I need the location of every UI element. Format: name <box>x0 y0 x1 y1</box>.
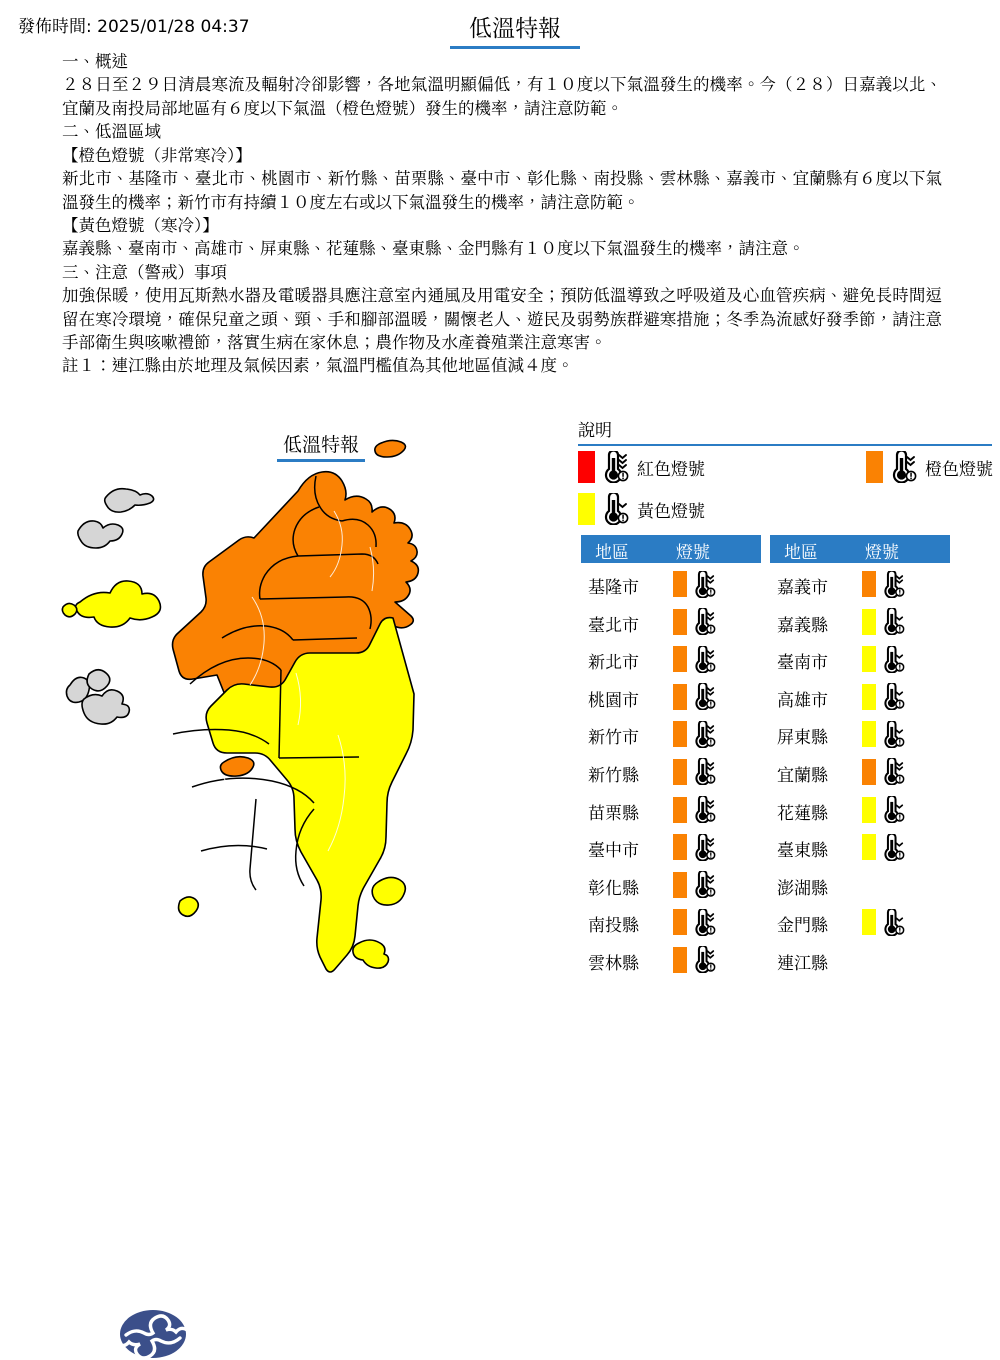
area-name: 高雄市 <box>777 690 828 711</box>
orange-signal-heading: 【橙色燈號（非常寒冷）】 <box>62 145 252 165</box>
signal-cell <box>862 571 906 597</box>
yellow-signal-text: 嘉義縣、臺南市、高雄市、屏東縣、花蓮縣、臺東縣、金門縣有１０度以下氣溫發生的機率，請注意。 <box>62 239 805 259</box>
red-signal-swatch <box>578 451 595 483</box>
table-row[interactable] <box>770 601 950 639</box>
map-island-matsu-b <box>78 521 123 548</box>
thermometer-yellow-icon <box>880 909 906 936</box>
column-header-area: 地區 <box>595 543 629 563</box>
thermometer-yellow-icon <box>880 646 906 673</box>
signal-cell <box>673 684 717 710</box>
table-row[interactable] <box>581 864 761 902</box>
signal-cell <box>673 571 717 597</box>
section-1-text: ２８日至２９日清晨寒流及輻射冷卻影響，各地氣溫明顯偏低，有１０度以下氣溫發生的機率。今（２８）日嘉義以北、宜蘭及南投局部地區有６度以下氣溫（橙色燈號）發生的機率，請注意防範。 <box>62 75 942 118</box>
thermometer-orange-icon <box>691 571 717 598</box>
legend-item-yellow <box>578 488 705 530</box>
thermometer-yellow-icon <box>880 608 906 635</box>
yellow-signal-swatch <box>862 646 876 672</box>
signal-cell <box>673 721 717 747</box>
map-border-13 <box>279 757 359 758</box>
signal-cell <box>673 609 717 635</box>
map-river-6 <box>222 775 236 829</box>
column-header-light: 燈號 <box>676 543 710 563</box>
signal-cell <box>673 834 717 860</box>
table-row[interactable] <box>770 563 950 601</box>
orange-signal-swatch <box>673 759 687 785</box>
map-panel <box>0 415 570 1000</box>
table-row[interactable] <box>770 901 950 939</box>
map-island-matsu-a <box>105 489 154 512</box>
table-row[interactable] <box>581 789 761 827</box>
map-island-penghu-b <box>87 670 110 691</box>
legend-item-orange <box>866 446 993 488</box>
thermometer-orange-icon <box>691 946 717 973</box>
table-row[interactable] <box>581 901 761 939</box>
map-island-lieyu <box>62 603 76 616</box>
map-border-17 <box>201 845 267 851</box>
page-title: 低溫特報 <box>450 10 580 49</box>
map-island-penghu-c <box>82 690 129 724</box>
yellow-signal-swatch <box>862 684 876 710</box>
table-header-right <box>770 535 950 563</box>
table-row[interactable] <box>770 638 950 676</box>
area-name: 臺南市 <box>777 653 828 674</box>
thermometer-orange-icon <box>880 758 906 785</box>
orange-signal-swatch <box>673 571 687 597</box>
yellow-signal-swatch <box>862 909 876 935</box>
area-name: 桃園市 <box>588 690 639 711</box>
area-name: 彰化縣 <box>588 878 639 899</box>
column-header-area: 地區 <box>784 543 818 563</box>
table-row[interactable] <box>581 563 761 601</box>
area-name: 雲林縣 <box>588 953 639 974</box>
orange-signal-swatch <box>673 646 687 672</box>
table-row[interactable] <box>581 751 761 789</box>
yellow-signal-swatch <box>862 797 876 823</box>
thermometer-orange-icon <box>691 646 717 673</box>
signal-cell <box>673 872 717 898</box>
signal-cell <box>862 609 906 635</box>
legend-label-yellow: 黃色燈號 <box>637 501 705 522</box>
orange-signal-swatch <box>673 872 687 898</box>
thermometer-orange-icon <box>691 796 717 823</box>
orange-signal-swatch <box>673 834 687 860</box>
signal-cell <box>673 759 717 785</box>
legend-title: 說明 <box>578 416 992 446</box>
table-body-right <box>770 563 950 977</box>
yellow-signal-swatch <box>862 834 876 860</box>
orange-signal-swatch <box>673 909 687 935</box>
area-name: 澎湖縣 <box>777 878 828 899</box>
legend-item-red <box>578 446 705 488</box>
issue-time-label: 發佈時間: 2025/01/28 04:37 <box>18 17 250 37</box>
area-name: 花蓮縣 <box>777 803 828 824</box>
thermometer-yellow-icon <box>880 721 906 748</box>
area-name: 新竹市 <box>588 728 639 749</box>
orange-signal-swatch <box>673 797 687 823</box>
area-name: 臺東縣 <box>777 841 828 862</box>
area-name: 嘉義縣 <box>777 615 828 636</box>
table-row[interactable] <box>770 676 950 714</box>
thermometer-yellow-icon <box>880 834 906 861</box>
map-island-lanyu <box>353 940 389 968</box>
signal-cell <box>862 646 906 672</box>
orange-signal-swatch <box>862 759 876 785</box>
area-name: 嘉義市 <box>777 578 828 598</box>
signal-table-right <box>770 535 950 977</box>
orange-signal-swatch <box>673 684 687 710</box>
map-region-orange-patch <box>220 757 253 776</box>
area-name: 連江縣 <box>777 953 828 974</box>
signal-cell <box>862 721 906 747</box>
table-row[interactable] <box>581 638 761 676</box>
thermometer-yellow-icon <box>600 493 630 525</box>
note-1-text: 註１：連江縣由於地理及氣候因素，氣溫門檻值為其他地區值減４度。 <box>62 356 574 376</box>
signal-table-left <box>581 535 761 977</box>
signal-cell <box>862 834 906 860</box>
table-header-left <box>581 535 761 563</box>
legend-label-red: 紅色燈號 <box>637 459 705 480</box>
map-island-kinmen-main <box>76 581 161 627</box>
section-2-heading: 二、低溫區域 <box>62 122 161 142</box>
yellow-signal-swatch <box>862 721 876 747</box>
table-row[interactable] <box>581 826 761 864</box>
signal-cell <box>862 909 906 935</box>
orange-signal-swatch <box>673 609 687 635</box>
table-row[interactable] <box>770 713 950 751</box>
thermometer-orange-icon <box>691 909 717 936</box>
map-island-green-island <box>372 877 405 905</box>
legend-label-orange: 橙色燈號 <box>925 459 993 480</box>
table-row[interactable] <box>581 713 761 751</box>
thermometer-orange-icon <box>888 451 918 483</box>
thermometer-orange-icon <box>691 871 717 898</box>
table-row[interactable] <box>770 751 950 789</box>
thermometer-orange-icon <box>691 834 717 861</box>
legend <box>578 416 992 530</box>
area-name: 苗栗縣 <box>588 803 639 824</box>
thermometer-orange-icon <box>691 683 717 710</box>
thermometer-orange-icon <box>691 721 717 748</box>
map-island-pengjia <box>375 440 406 457</box>
signal-cell <box>673 909 717 935</box>
area-name: 金門縣 <box>777 916 828 937</box>
signal-cell <box>862 684 906 710</box>
orange-signal-text: 新北市、基隆市、臺北市、桃園市、新竹縣、苗栗縣、臺中市、彰化縣、南投縣、雲林縣、嘉義市、宜蘭縣有６度以下氣溫發生的機率；新竹市有持續１０度左右或以下氣溫發生的機率，請注意防範。 <box>62 169 942 212</box>
table-row[interactable] <box>581 939 761 977</box>
legend-row <box>578 488 992 530</box>
table-row[interactable] <box>770 939 950 977</box>
table-row[interactable] <box>581 601 761 639</box>
column-header-light: 燈號 <box>865 543 899 563</box>
signal-cell <box>673 797 717 823</box>
legend-row <box>578 446 992 488</box>
section-3-heading: 三、注意（警戒）事項 <box>62 262 227 282</box>
orange-signal-swatch <box>866 451 883 483</box>
table-body-left <box>581 563 761 977</box>
table-row[interactable] <box>770 789 950 827</box>
signal-cell <box>673 646 717 672</box>
signal-cell <box>862 759 906 785</box>
area-name: 臺北市 <box>588 615 639 636</box>
thermometer-orange-icon <box>691 758 717 785</box>
cwa-wave-logo <box>119 1308 187 1360</box>
orange-signal-swatch <box>673 947 687 973</box>
thermometer-orange-icon <box>880 571 906 598</box>
orange-signal-swatch <box>862 571 876 597</box>
signal-cell <box>862 797 906 823</box>
map-border-15 <box>250 799 256 890</box>
report-body <box>62 50 942 378</box>
orange-signal-swatch <box>673 721 687 747</box>
thermometer-yellow-icon <box>880 796 906 823</box>
taiwan-warning-map <box>60 435 490 980</box>
area-name: 臺中市 <box>588 841 639 862</box>
yellow-signal-swatch <box>578 493 595 525</box>
signal-cell <box>673 947 717 973</box>
map-title: 低溫特報 <box>277 430 365 462</box>
area-name: 新竹縣 <box>588 765 639 786</box>
table-row[interactable] <box>770 864 950 902</box>
thermometer-yellow-icon <box>880 683 906 710</box>
yellow-signal-heading: 【黃色燈號（寒冷）】 <box>62 215 219 235</box>
area-name: 宜蘭縣 <box>777 765 828 786</box>
area-name: 新北市 <box>588 653 639 674</box>
map-island-xiaoliuqiu <box>179 897 199 916</box>
map-river-7 <box>278 851 285 913</box>
thermometer-orange-icon <box>691 608 717 635</box>
area-name: 南投縣 <box>588 916 639 937</box>
yellow-signal-swatch <box>862 609 876 635</box>
table-row[interactable] <box>770 826 950 864</box>
area-name: 屏東縣 <box>777 728 828 749</box>
section-3-text: 加強保暖，使用瓦斯熱水器及電暖器具應注意室內通風及用電安全；預防低溫導致之呼吸道及心血管疾病、避免長時間逗留在寒冷環境，確保兒童之頭、頸、手和腳部溫暖，關懷老人、遊民及弱勢族群避寒措施；冬季為流感好發季節，請注意手部衛生與咳嗽禮節，落實生病在家休息；農作物及水產養殖業注意寒害。 <box>62 286 942 353</box>
area-name: 基隆市 <box>588 578 639 598</box>
thermometer-red-icon <box>600 451 630 483</box>
table-row[interactable] <box>581 676 761 714</box>
section-1-heading: 一、概述 <box>62 52 128 71</box>
